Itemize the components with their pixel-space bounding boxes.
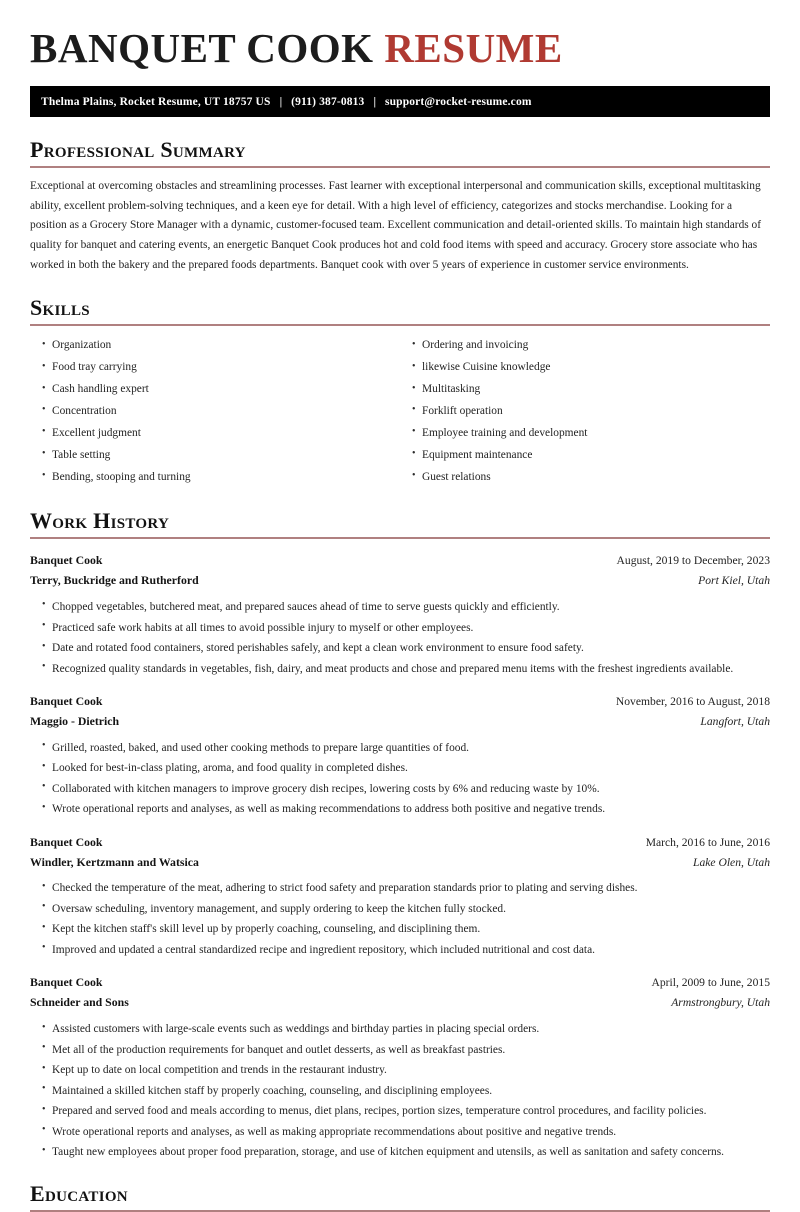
job-bullet-list	[30, 597, 770, 679]
job-bullet: • Kept up to date on local competition and trends in the restaurant industry.	[30, 1060, 770, 1081]
job-bullet: • Oversaw scheduling, inventory management, and supply ordering to keep the kitchen fully stocked.	[30, 899, 770, 920]
job-bullet: • Recognized quality standards in vegetables, fish, dairy, and meat products and chose and prepared menu items with the freshest ingredients available.	[30, 659, 770, 680]
job-company: Terry, Buckridge and Rutherford	[30, 573, 199, 588]
section-skills	[30, 295, 770, 488]
job-company-row	[30, 853, 770, 873]
job-company: Schneider and Sons	[30, 995, 129, 1010]
job-company: Windler, Kertzmann and Watsica	[30, 854, 199, 869]
job-title: Banquet Cook	[30, 553, 103, 568]
section-heading-education: Education	[30, 1180, 128, 1206]
skill-item: • Forklift operation	[400, 401, 770, 423]
job-title-row	[30, 551, 770, 571]
job-title-row	[30, 973, 770, 993]
skills-column-left	[30, 335, 400, 488]
skill-item: • Multitasking	[400, 379, 770, 401]
job-title-row	[30, 692, 770, 712]
skill-item: • Food tray carrying	[30, 357, 400, 379]
skills-columns	[30, 335, 770, 488]
job-bullet: • Prepared and served food and meals according to menus, diet plans, recipes, portion sizes, temperature control procedures, and facility policies.	[30, 1101, 770, 1122]
job-bullet: • Chopped vegetables, butchered meat, and prepared sauces ahead of time to serve guests quickly and efficiently.	[30, 597, 770, 618]
work-history-entry	[30, 973, 770, 1162]
skill-item: • Table setting	[30, 445, 400, 467]
contact-email[interactable]: support@rocket-resume.com	[385, 95, 532, 108]
work-history-list	[30, 551, 770, 1162]
work-history-entry	[30, 692, 770, 820]
skill-item: • Excellent judgment	[30, 423, 400, 445]
job-title: Banquet Cook	[30, 694, 103, 709]
job-dates: March, 2016 to June, 2016	[645, 835, 770, 849]
job-dates: November, 2016 to August, 2018	[615, 695, 770, 709]
job-bullet: • Practiced safe work habits at all times to avoid possible injury to myself or other employees.	[30, 618, 770, 639]
job-company-row	[30, 993, 770, 1013]
job-bullet: • Wrote operational reports and analyses, as well as making appropriate recommendations about positive and negative trends.	[30, 1122, 770, 1143]
skill-item: • Organization	[30, 335, 400, 357]
section-heading-summary: Professional Summary	[30, 137, 246, 163]
section-education	[30, 1181, 770, 1212]
section-professional-summary	[30, 137, 770, 275]
section-divider-education	[30, 1210, 770, 1212]
job-location: Lake Olen, Utah	[693, 855, 770, 869]
job-bullet: • Met all of the production requirements for banquet and outlet desserts, as well as breakfast pastries.	[30, 1040, 770, 1061]
skills-list-right	[400, 335, 770, 488]
skill-item: • likewise Cuisine knowledge	[400, 357, 770, 379]
job-bullet: • Taught new employees about proper food preparation, storage, and use of kitchen equipment and utensils, as well as sanitation and safety concerns.	[30, 1142, 770, 1163]
job-title: Banquet Cook	[30, 834, 103, 849]
job-dates: April, 2009 to June, 2015	[651, 976, 770, 990]
skill-item: • Employee training and development	[400, 423, 770, 445]
job-company: Maggio - Dietrich	[30, 713, 120, 728]
job-bullet: • Maintained a skilled kitchen staff by properly coaching, counseling, and disciplining employees.	[30, 1081, 770, 1102]
section-heading-skills: Skills	[30, 295, 90, 321]
contact-separator-2: |	[373, 95, 376, 108]
job-dates: August, 2019 to December, 2023	[616, 554, 770, 568]
skill-item: • Bending, stooping and turning	[30, 467, 400, 489]
page-title-word: RESUME	[384, 25, 563, 71]
job-bullet-list	[30, 1019, 770, 1163]
job-bullet: • Collaborated with kitchen managers to improve grocery dish recipes, lowering costs by 6% and reducing waste by 10%.	[30, 779, 770, 800]
job-bullet: • Date and rotated food containers, stored perishables safely, and kept a clean work environment to ensure food safety.	[30, 638, 770, 659]
job-bullet: • Grilled, roasted, baked, and used other cooking methods to prepare large quantities of food.	[30, 738, 770, 759]
skill-item: • Equipment maintenance	[400, 445, 770, 467]
work-history-entry	[30, 551, 770, 679]
job-bullet: • Kept the kitchen staff's skill level up by properly coaching, counseling, and disciplining them.	[30, 919, 770, 940]
page-title	[30, 0, 770, 70]
job-title: Banquet Cook	[30, 975, 103, 990]
job-bullet: • Wrote operational reports and analyses, as well as making recommendations to address both positive and negative trends.	[30, 799, 770, 820]
job-bullet: • Looked for best-in-class plating, aroma, and food quality in completed dishes.	[30, 758, 770, 779]
contact-bar	[30, 86, 770, 117]
work-history-entry	[30, 833, 770, 961]
skill-item: • Ordering and invoicing	[400, 335, 770, 357]
job-title-row	[30, 833, 770, 853]
section-divider-summary	[30, 166, 770, 168]
section-heading-work-history: Work History	[30, 508, 170, 534]
job-company-row	[30, 712, 770, 732]
page-title-role: BANQUET COOK	[30, 25, 374, 71]
summary-text: Exceptional at overcoming obstacles and streamlining processes. Fast learner with exceptional interpersonal and communication skills, exceptional multitasking ability, excellent problem-solving techniques, and a keen eye for detail. With a high level of efficiency, categorizes and stocks merchandise. Looking for a position as a Grocery Store Manager with a dynamic, customer-focused team. Excellent communication and detail-oriented skills. To maintain high standards of quality for banquet and catering events, an energetic Banquet Cook produces hot and cold food items with speed and accuracy. Grocery store associate who has worked in both the bakery and the prepared foods departments. Banquet cook with over 5 years of experience in customer service environments.	[30, 180, 762, 271]
section-divider-skills	[30, 324, 770, 326]
contact-address: Thelma Plains, Rocket Resume, UT 18757 US	[41, 95, 271, 108]
job-bullet-list	[30, 878, 770, 960]
section-work-history	[30, 508, 770, 1162]
skills-column-right	[400, 335, 770, 488]
contact-phone[interactable]: (911) 387-0813	[291, 95, 365, 108]
job-location: Port Kiel, Utah	[698, 574, 770, 588]
job-bullet: • Improved and updated a central standardized recipe and ingredient repository, which included nutritional and cost data.	[30, 940, 770, 961]
job-bullet: • Checked the temperature of the meat, adhering to strict food safety and preparation standards prior to plating and serving dishes.	[30, 878, 770, 899]
job-bullet: • Assisted customers with large-scale events such as weddings and birthday parties in placing special orders.	[30, 1019, 770, 1040]
skill-item: • Cash handling expert	[30, 379, 400, 401]
skill-item: • Guest relations	[400, 467, 770, 489]
job-company-row	[30, 571, 770, 591]
skill-item: • Concentration	[30, 401, 400, 423]
contact-separator-1: |	[279, 95, 283, 108]
job-bullet-list	[30, 738, 770, 820]
skills-list-left	[30, 335, 400, 488]
section-divider-work-history	[30, 537, 770, 539]
job-location: Armstrongbury, Utah	[671, 996, 770, 1010]
job-location: Langfort, Utah	[700, 714, 770, 728]
